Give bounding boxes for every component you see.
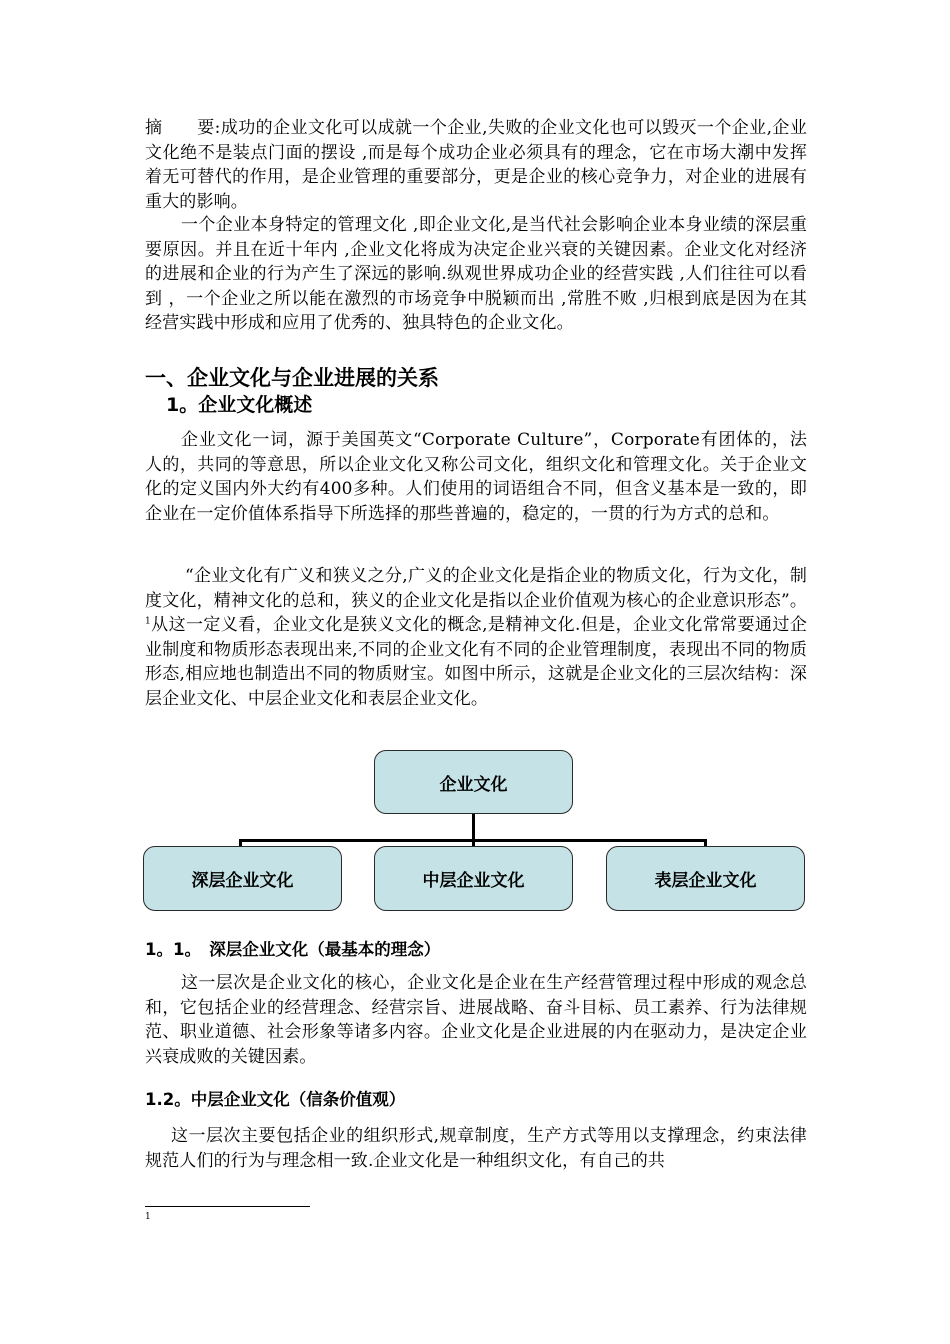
culture-structure-diagram — [140, 744, 810, 916]
diagram-node-surface: 表层企业文化 — [606, 846, 805, 911]
diagram-connector-vertical — [472, 814, 475, 841]
diagram-root-node: 企业文化 — [374, 750, 573, 814]
footnote-separator — [145, 1206, 310, 1207]
footnote-reference: 1 — [145, 616, 151, 627]
definition-paragraph: 企业文化一词，源于美国英文“Corporate Culture”，Corporate有团体的，法人的，共同的等意思，所以企业文化又称公司文化，组织文化和管理文化。关于企业文化的定义国内外大约有400多种。人们使用的词语组合不同，但含义基本是一致的，即企业在一定价值体系指导下所选择的那些普遍的，稳定的，一贯的行为方式的总和。 — [145, 430, 807, 524]
middle-culture-paragraph: 这一层次主要包括企业的组织形式,规章制度，生产方式等用以支撑理念，约束法律规范人们的行为与理念相一致.企业文化是一种组织文化，有自己的共 — [145, 1126, 807, 1171]
deep-culture-heading: 1。1。 深层企业文化（最基本的理念） — [145, 940, 441, 959]
middle-culture-heading: 1.2。中层企业文化（信条价值观） — [145, 1090, 406, 1109]
section-heading: 一、企业文化与企业进展的关系 — [145, 366, 439, 390]
intro-paragraph: 一个企业本身特定的管理文化 ,即企业文化,是当代社会影响企业本身业绩的深层重要原因。并且在近十年内 ,企业文化将成为决定企业兴衰的关键因素。企业文化对经济的进展和企业的行为产生了深远的影响.纵观世界成功企业的经营实践 ,人们往往可以看到 ，一个企业之所以能在激烈的市场竞争中脱颖而出 ,常胜不败 ,归根到底是因为在其经营实践中形成和应用了优秀的、独具特色的企业文化。 — [145, 215, 807, 334]
footnote-number: 1 — [145, 1212, 151, 1222]
diagram-node-middle: 中层企业文化 — [374, 846, 573, 911]
deep-culture-paragraph: 这一层次是企业文化的核心，企业文化是企业在生产经营管理过程中形成的观念总和，它包括企业的经营理念、经营宗旨、进展战略、奋斗目标、员工素养、行为法律规范、职业道德、社会形象等诸多内容。企业文化是企业进展的内在驱动力，是决定企业兴衰成败的关键因素。 — [145, 973, 807, 1067]
subsection-heading: 1。企业文化概述 — [166, 394, 313, 416]
structure-paragraph — [145, 564, 807, 712]
structure-text: 从这一定义看，企业文化是狭义文化的概念,是精神文化.但是，企业文化常常要通过企业制度和物质形态表现出来,不同的企业文化有不同的企业管理制度，表现出不同的物质形态,相应地也制造出不同的物质财宝。如图中所示，这就是企业文化的三层次结构：深层企业文化、中层企业文化和表层企业文化。 — [145, 615, 807, 709]
diagram-node-deep: 深层企业文化 — [143, 846, 342, 911]
abstract-paragraph: 摘 要:成功的企业文化可以成就一个企业,失败的企业文化也可以毁灭一个企业,企业文化绝不是装点门面的摆设 ,而是每个成功企业必须具有的理念，它在市场大潮中发挥着无可替代的作用，是企业管理的重要部分，更是企业的核心竞争力，对企业的进展有重大的影响。 — [145, 118, 807, 212]
quote-text: “企业文化有广义和狭义之分,广义的企业文化是指企业的物质文化，行为文化，制度文化，精神文化的总和，狭义的企业文化是指以企业价值观为核心的企业意识形态”。 — [145, 566, 807, 611]
